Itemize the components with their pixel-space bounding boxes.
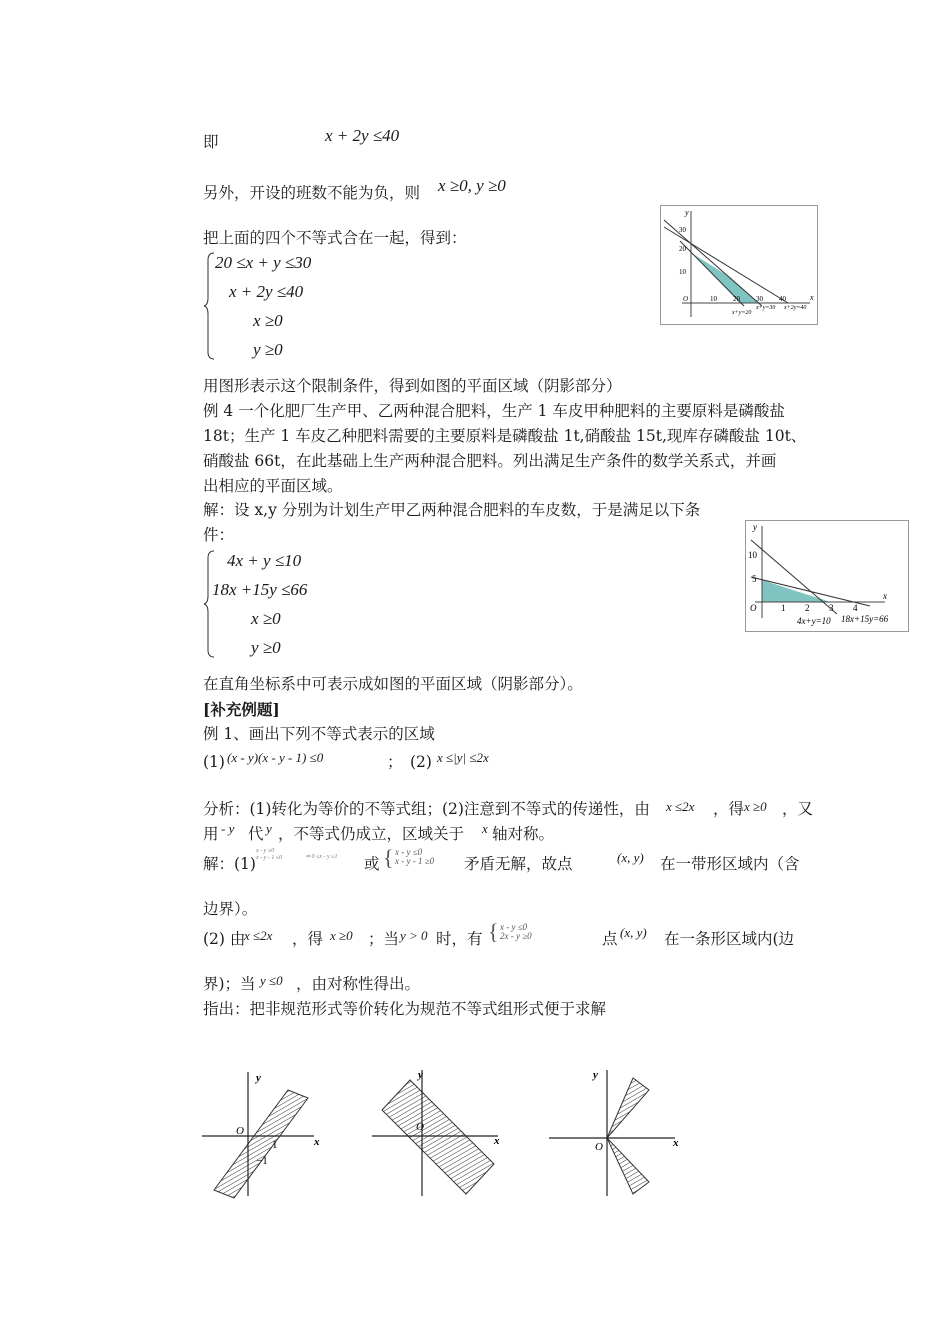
solution-2-formula-1: x ≤2x — [244, 928, 273, 943]
fig3-y-label: y — [256, 1072, 261, 1084]
sys-ineq-1: x - y ≤0 — [395, 847, 423, 857]
fig1-x-label: x — [810, 293, 814, 302]
fig3-xtick-1: 1 — [272, 1139, 278, 1151]
fig5-y-label: y — [593, 1069, 598, 1081]
fig1-label-x-plus-2y-40: x+2y=40 — [784, 305, 807, 311]
solution-3-formula: y ≤0 — [260, 973, 283, 988]
fig2-xtick-2: 2 — [805, 603, 810, 613]
left-brace-icon-2 — [203, 548, 217, 660]
analysis-line-2a: 用 — [203, 825, 219, 843]
ineq-2: x + 2y ≤40 — [229, 282, 304, 301]
part-2-formula: x ≤|y| ≤2x — [437, 750, 489, 765]
text-combine: 把上面的四个不等式合在一起，得到： — [203, 229, 467, 247]
ineq2-2: 18x +15y ≤66 — [212, 580, 308, 599]
solution-2-text-5: 在一条形区域内(边 — [664, 930, 795, 948]
brace-small-1: { — [383, 845, 394, 870]
tiny-implication: ⇒ 0 ≤x - y ≤1 — [305, 854, 338, 860]
analysis-line-2d: 轴对称。 — [492, 825, 555, 843]
part-1-formula: (x - y)(x - y - 1) ≤0 — [227, 750, 324, 765]
example-1-title: 例 1、画出下列不等式表示的区域 — [203, 725, 435, 743]
analysis-line-2c: ，不等式仍成立，区域关于 — [278, 825, 465, 843]
fig2-origin: O — [750, 603, 757, 613]
fig2-label-18x-plus-15y: 18x+15y=66 — [841, 614, 889, 624]
solution-2-text-4: 点 — [602, 930, 618, 948]
solution-2-text-1: ，得 — [292, 930, 324, 948]
fig1-ytick-20: 20 — [679, 245, 686, 253]
sys2-ineq-2: 2x - y ≥0 — [500, 931, 532, 941]
fig3-x-label: x — [314, 1136, 320, 1148]
point-xy: (x, y) — [617, 850, 644, 865]
fig2-ytick-5: 5 — [752, 574, 757, 584]
fig1-xtick-10: 10 — [710, 295, 717, 303]
analysis-line-1a: 分析：(1)转化为等价的不等式组；(2)注意到不等式的传递性，由 — [203, 800, 650, 818]
solution-1-system — [395, 848, 434, 866]
analysis-formula-1: x ≤2x — [666, 799, 695, 814]
analysis-line-1b: ，得 — [713, 800, 745, 818]
fig1-ytick-30: 30 — [679, 226, 686, 234]
ineq-3: x ≥0 — [253, 311, 283, 330]
fig1-xtick-30: 30 — [756, 295, 763, 303]
example-4-line-4: 出相应的平面区域。 — [203, 477, 343, 495]
fig2-x-label: x — [883, 591, 887, 601]
fig4-y-label: y — [418, 1069, 423, 1081]
solution-2-point: (x, y) — [620, 925, 647, 940]
example-4-line-3: 硝酸盐 66t，在此基础上生产两种混合肥料。列出满足生产条件的数学关系式，并画 — [203, 452, 777, 470]
solution-1-text-3: 边界）。 — [203, 900, 258, 918]
analysis-line-1c: ，又 — [782, 800, 814, 818]
fig1-label-x-plus-y-30: x+y=30 — [756, 305, 776, 311]
example-4-line-2: 18t；生产 1 车皮乙种肥料需要的主要原料是磷酸盐 1t,硝酸盐 15t,现库存磷酸盐 10t、 — [203, 427, 807, 445]
note-text: 指出：把非规范形式等价转化为规范不等式组形式便于求解 — [203, 1000, 607, 1018]
fig2-label-4x-plus-y: 4x+y=10 — [797, 616, 831, 626]
fig4-origin: O — [416, 1121, 424, 1133]
tiny-ineq-2: x - y - 1 ≤0 — [256, 855, 283, 862]
ineq-4: y ≥0 — [253, 340, 283, 359]
solution-1-text: 矛盾无解，故点 — [464, 855, 573, 873]
fig5-x-label: x — [673, 1137, 679, 1149]
ineq2-1: 4x + y ≤10 — [227, 551, 302, 570]
solution-3-text-1: 界)；当 — [203, 975, 256, 993]
fig5-origin: O — [595, 1141, 603, 1153]
sys2-ineq-1: x - y ≤0 — [500, 922, 528, 932]
text-or: 或 — [364, 855, 380, 873]
text-graph-region: 用图形表示这个限制条件，得到如图的平面区域（阴影部分） — [203, 377, 622, 395]
solution-3-text-2: ，由对称性得出。 — [296, 975, 421, 993]
brace-small-2: { — [488, 919, 499, 944]
fig1-xtick-40: 40 — [779, 295, 786, 303]
solution-line-2: 件： — [203, 526, 235, 544]
figure-2-feasible-region — [745, 520, 909, 632]
solution-2-text-3: 时，有 — [436, 930, 483, 948]
solution-line-1: 解：设 x,y 分别为计划生产甲乙两种混合肥料的车皮数，于是满足以下条 — [203, 501, 701, 519]
fig1-origin: O — [683, 295, 689, 303]
analysis-line-2b: 代 — [248, 825, 264, 843]
fig3-hatched-band — [214, 1090, 308, 1198]
figure-3-band-region — [200, 1068, 340, 1198]
solution-2-system — [500, 923, 532, 941]
formula-nonnegative: x ≥0, y ≥0 — [438, 176, 506, 195]
solution-2-text-2: ；当 — [368, 930, 400, 948]
tiny-ineq-1: x - y ≥0 — [256, 848, 275, 854]
formula-x-plus-2y: x + 2y ≤40 — [325, 126, 400, 145]
text-ji: 即 — [203, 133, 219, 151]
fig3-ytick-minus-1: −1 — [256, 1155, 268, 1167]
solution-1-text-2: 在一带形区域内（含 — [660, 855, 800, 873]
solution-1-tiny-system — [256, 848, 282, 862]
fig2-xtick-3: 3 — [829, 603, 834, 613]
part-2-label: (2) — [410, 753, 432, 771]
figure-1-feasible-region — [660, 205, 818, 325]
fig1-xtick-20: 20 — [733, 295, 740, 303]
ineq-1: 20 ≤x + y ≤30 — [215, 253, 312, 272]
solution-2-formula-2: x ≥0 — [330, 928, 353, 943]
text-nonnegative: 另外，开设的班数不能为负，则 — [203, 184, 421, 202]
solution-1-label: 解：(1) — [203, 855, 256, 873]
example-4-line-1: 例 4 一个化肥厂生产甲、乙两种混合肥料，生产 1 车皮甲种肥料的主要原料是磷酸盐 — [203, 402, 785, 420]
part-1-label: (1) — [203, 753, 225, 771]
fig2-xtick-4: 4 — [853, 603, 858, 613]
inequality-system-2 — [203, 548, 353, 660]
ineq2-3: x ≥0 — [251, 609, 281, 628]
figure-4-band-region — [370, 1068, 510, 1198]
ineq2-4: y ≥0 — [251, 638, 281, 657]
fig5-lower-wedge — [607, 1138, 649, 1194]
analysis-formula-3: - y — [221, 821, 235, 836]
fig2-y-label: y — [753, 522, 757, 532]
sys-ineq-2: x - y - 1 ≥0 — [395, 856, 435, 866]
fig1-ytick-10: 10 — [679, 268, 686, 276]
separator: ； — [387, 753, 403, 771]
fig1-y-label: y — [685, 208, 689, 217]
fig2-xtick-1: 1 — [781, 603, 786, 613]
solution-2-label: (2) 由 — [203, 930, 246, 948]
fig2-ytick-10: 10 — [748, 550, 757, 560]
text-rect-coords: 在直角坐标系中可表示成如图的平面区域（阴影部分）。 — [203, 675, 583, 693]
fig4-hatched-band — [382, 1080, 494, 1194]
inequality-system-1 — [203, 250, 343, 362]
analysis-formula-2: x ≥0 — [744, 799, 767, 814]
fig3-origin: O — [236, 1125, 244, 1137]
fig4-x-label: x — [494, 1135, 500, 1147]
fig1-label-x-plus-y-20: x+y=20 — [732, 310, 752, 316]
fig5-upper-wedge — [607, 1078, 649, 1138]
figure-5-wedge-region — [545, 1068, 685, 1198]
heading-supplementary-examples: [补充例题] — [203, 700, 280, 719]
solution-2-formula-3: y > 0 — [400, 928, 428, 943]
analysis-formula-4: y — [266, 821, 272, 836]
analysis-formula-5: x — [482, 821, 488, 836]
